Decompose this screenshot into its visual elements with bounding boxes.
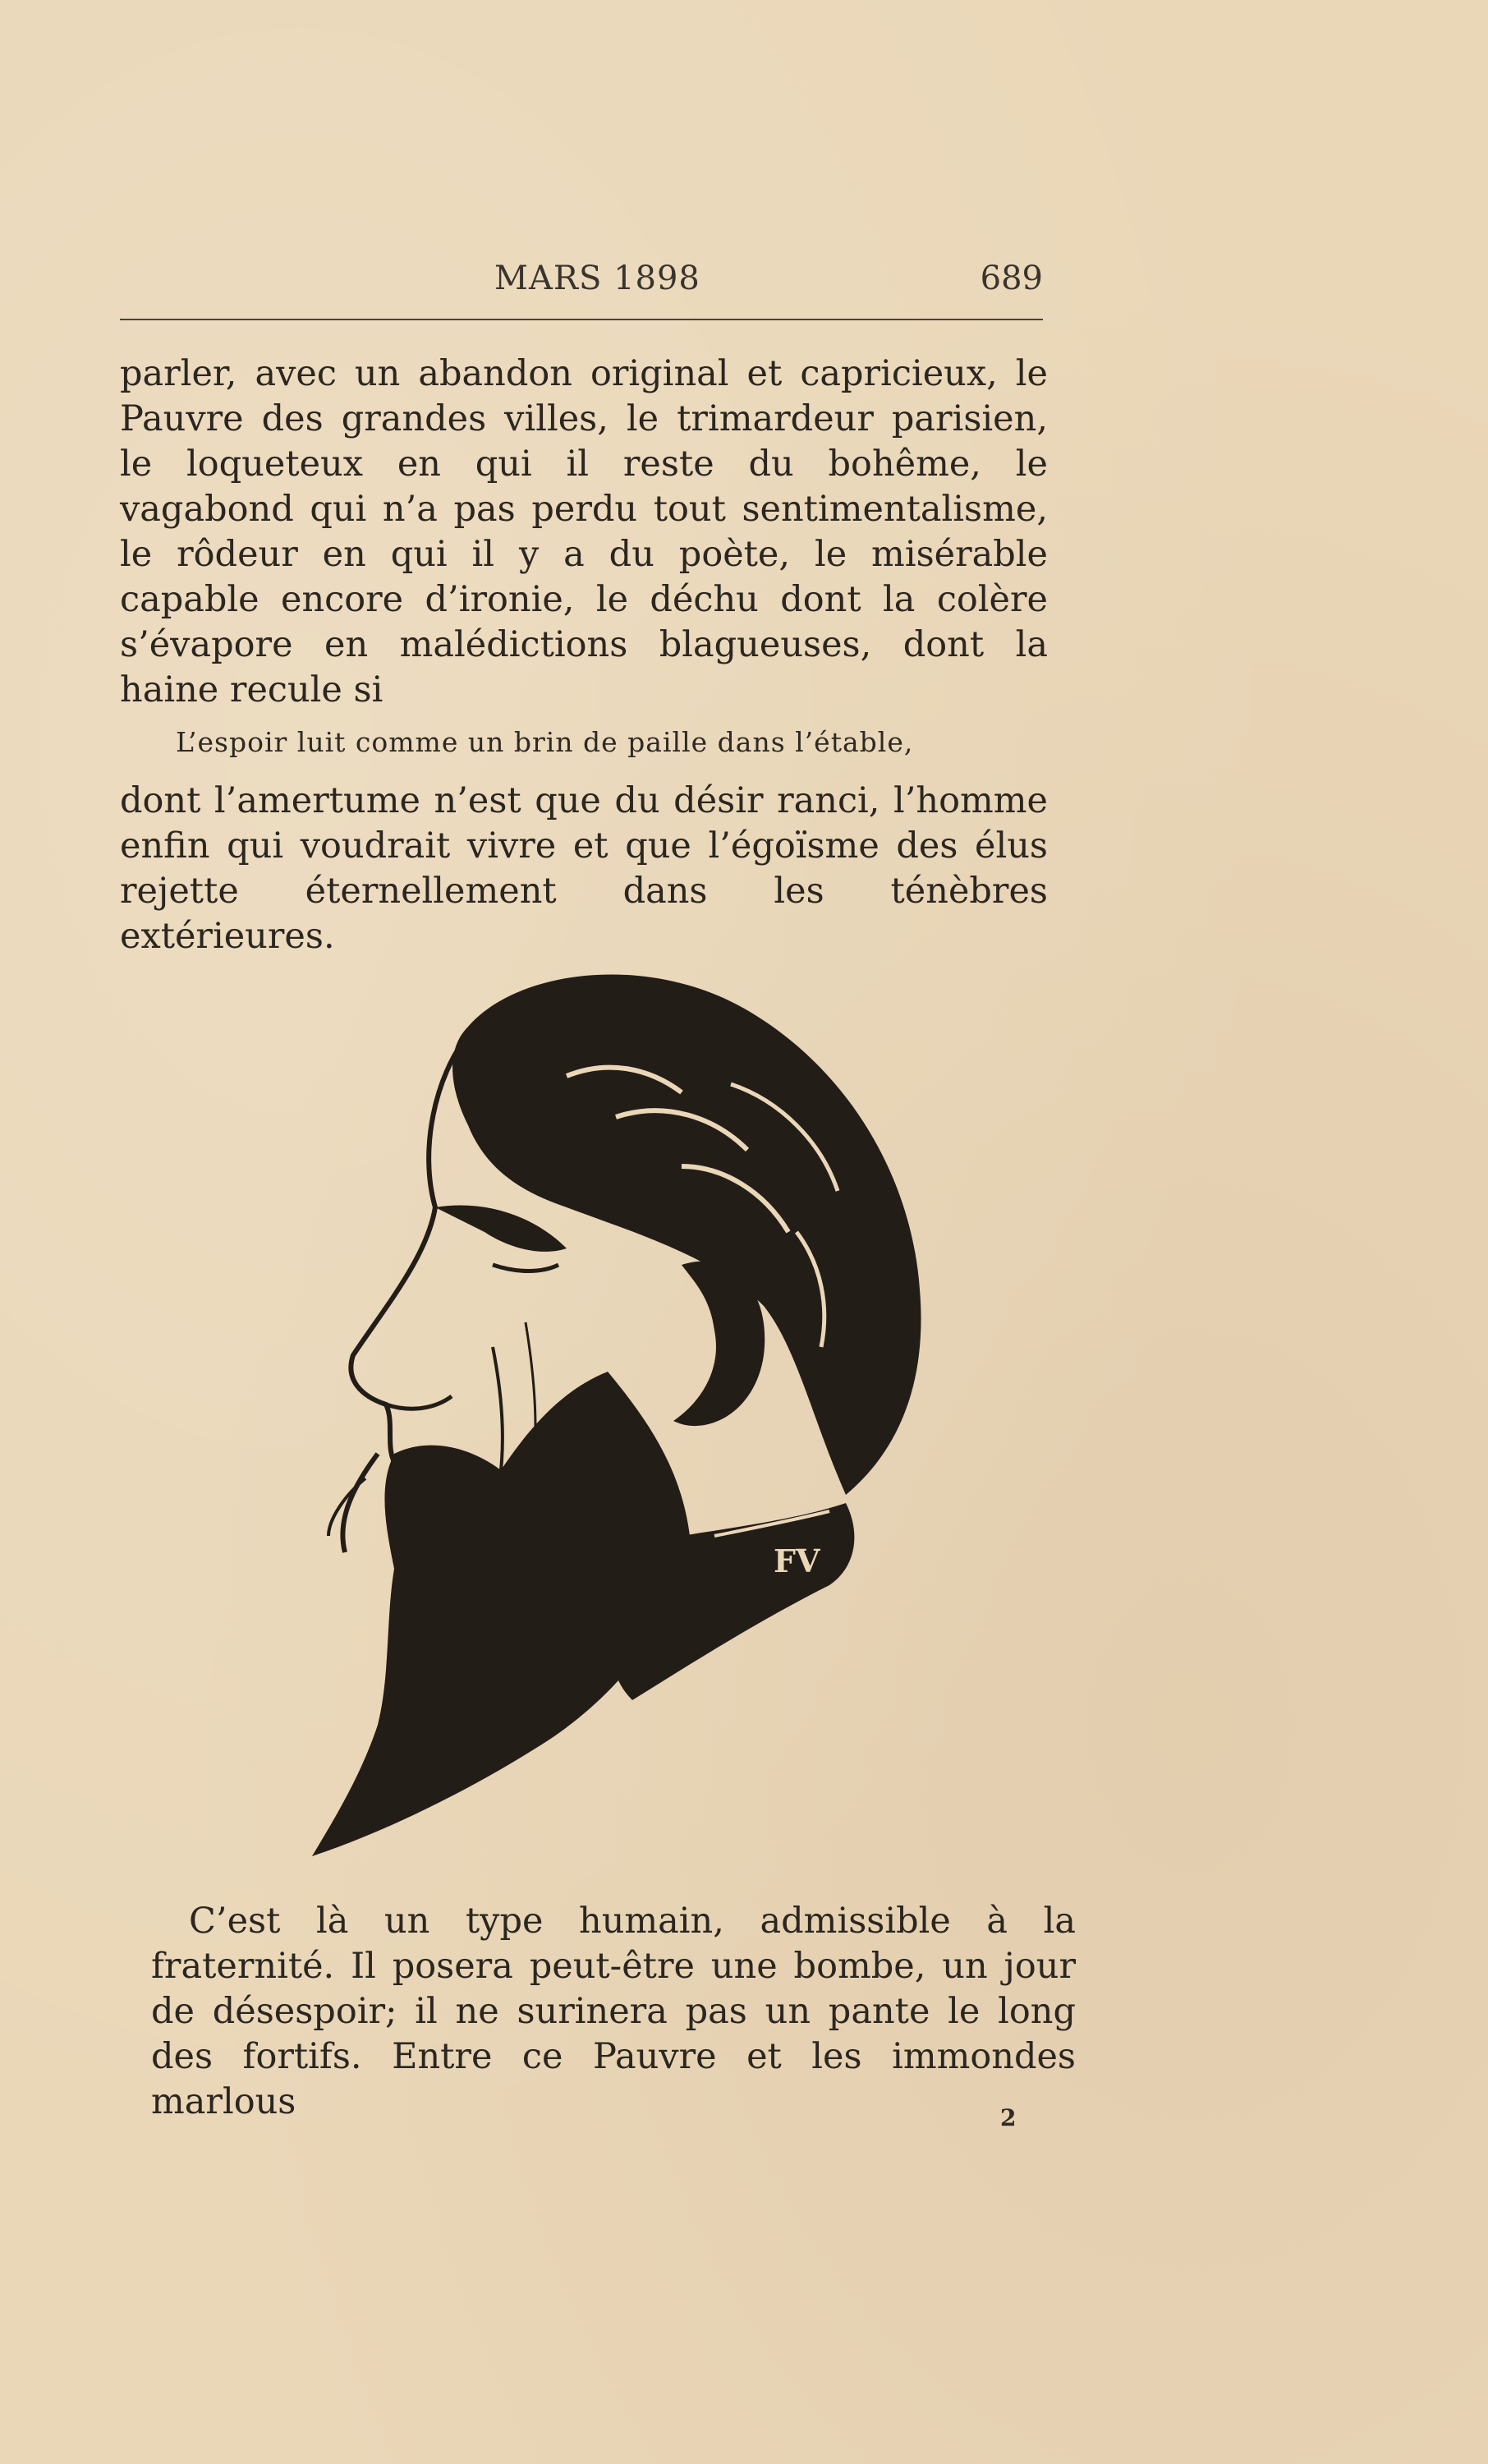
signature-mark: 2	[1000, 2104, 1017, 2131]
page-header	[120, 260, 1043, 309]
paragraph-2: dont l’amertume n’est que du désir ranci, l’homme enfin qui voudrait vivre et que l’égoïsme des élus rejette éternellement dans les ténèbres extérieures.	[120, 780, 1048, 957]
paragraph-3: C’est là un type humain, admissible à la fraternité. Il posera peut-être une bombe, un jour de désespoir; il ne surinera pas un pante le long des fortifs. Entre ce Pauvre et les immondes marlous	[151, 1901, 1076, 2122]
running-title: MARS 1898	[494, 260, 700, 297]
header-rule	[120, 319, 1043, 320]
woodcut-portrait-icon	[222, 961, 985, 1897]
page-number: 689	[980, 260, 1043, 297]
verse-quote: L’espoir luit comme un brin de paille dans l’étable,	[176, 726, 914, 758]
paragraph-1: parler, avec un abandon original et capricieux, le Pauvre des grandes villes, le trimardeur parisien, le loqueteux en qui il reste du bohême, le vagabond qui n’a pas perdu tout sentimentalisme, le rôdeur en qui il y a du poète, le misérable capable encore d’ironie, le déchu dont la colère s’évapore en malédictions blagueuses, dont la haine recule si	[120, 353, 1048, 710]
monogram-text: FV	[774, 1542, 820, 1579]
